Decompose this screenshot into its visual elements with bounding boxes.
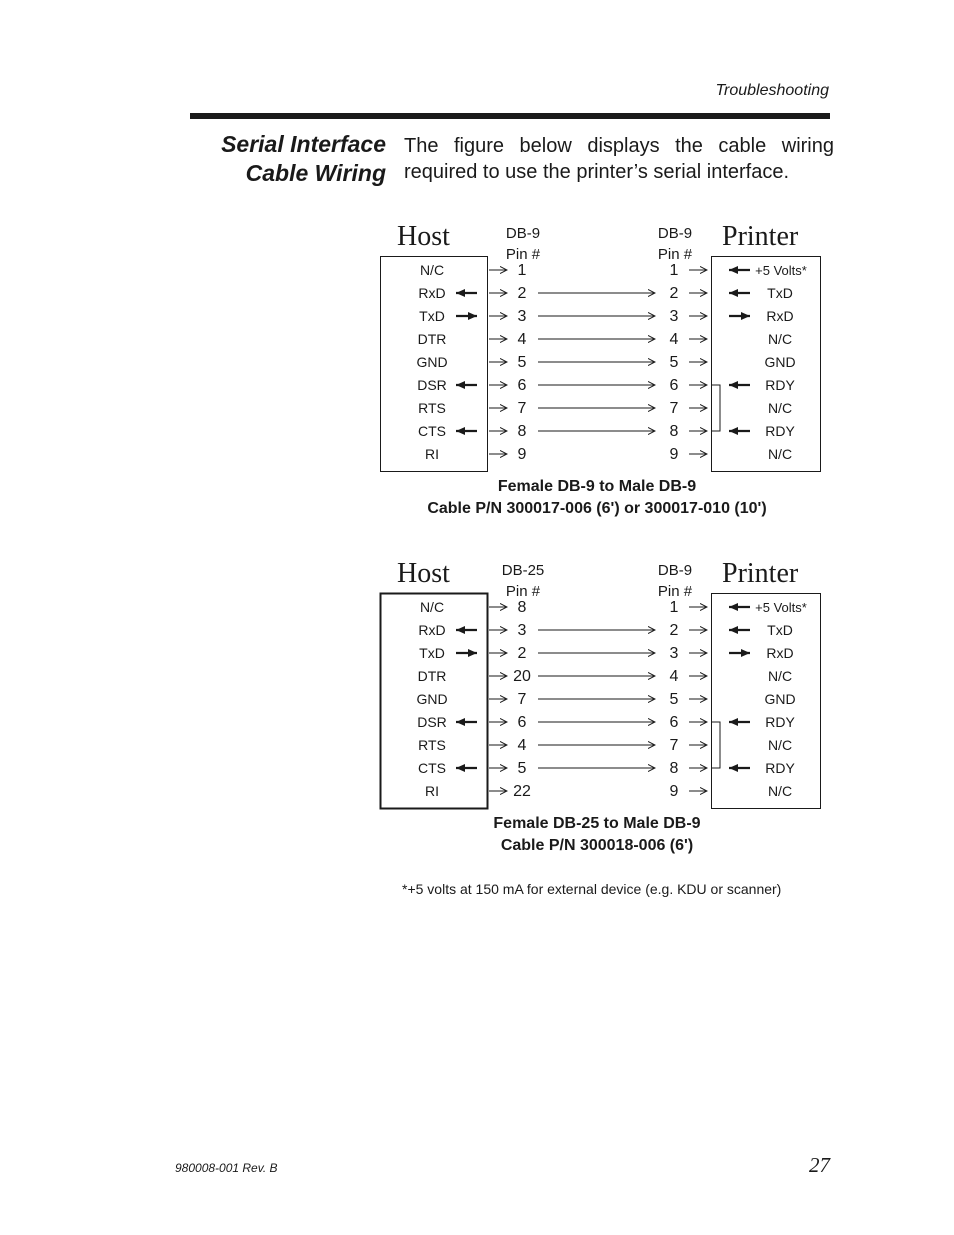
diagram-2-printer-signal: RDY — [765, 760, 795, 776]
diagram-1-host-title: Host — [397, 221, 450, 252]
diagram-2-host-signal: CTS — [418, 760, 446, 776]
diagram-2-printer-pin-number: 5 — [669, 691, 679, 708]
diagram-2-host-signal: DTR — [417, 668, 447, 684]
diagram-1-host-signal: DSR — [417, 377, 447, 393]
running-header: Troubleshooting — [715, 82, 829, 99]
diagram-2-host-pin-number: 6 — [517, 714, 527, 731]
diagram-2-host-signal: GND — [416, 691, 448, 707]
footnote: *+5 volts at 150 mA for external device (e.g. KDU or scanner) — [402, 881, 782, 897]
document-number: 980008-001 Rev. B — [175, 1161, 278, 1175]
diagram-1-caption-line-2: Cable P/N 300017-006 (6') or 300017-010 (10') — [427, 500, 767, 517]
diagram-2-host-signal: RI — [425, 783, 439, 799]
diagram-1-host-pin-number: 8 — [517, 423, 527, 440]
diagram-1-printer-pin-number: 2 — [669, 285, 679, 302]
diagram-2-host-pin-number: 5 — [517, 760, 527, 777]
diagram-2-host-pin-number: 3 — [517, 622, 527, 639]
diagram-2-printer-title: Printer — [722, 558, 799, 589]
diagram-2-host-title: Host — [397, 558, 450, 589]
diagram-2-printer-pin-number: 4 — [669, 668, 679, 685]
diagram-2-host-signal: TxD — [419, 645, 445, 661]
diagram-1-printer-pin-number: 8 — [669, 423, 679, 440]
diagram-2-host-pin-number: 2 — [517, 645, 527, 662]
diagram-1-host-connector-label: DB-9 — [505, 225, 541, 242]
diagram-1-printer-signal: N/C — [767, 446, 793, 462]
diagram-1-printer-jumper — [712, 385, 720, 431]
diagram-2-printer-jumper — [712, 722, 720, 768]
diagram-1-host-signal: GND — [416, 354, 448, 370]
diagram-1-printer-signal: RDY — [765, 377, 795, 393]
diagram-2-host-pin-header: Pin # — [505, 583, 541, 600]
diagram-2-printer-signal: GND — [764, 691, 796, 707]
diagram-1-printer-signal: GND — [764, 354, 796, 370]
diagram-1-printer-signal: +5 Volts* — [755, 263, 807, 278]
page-number: 27 — [809, 1153, 830, 1177]
diagram-2-printer-pin-number: 3 — [669, 645, 679, 662]
diagram-1-host-pin-number: 4 — [517, 331, 527, 348]
diagram-1-host-signal: RI — [425, 446, 439, 462]
diagram-2-printer-signal: N/C — [767, 668, 793, 684]
diagram-2-host-signal: N/C — [419, 599, 445, 615]
diagram-2-host-pin-number: 20 — [513, 668, 531, 685]
diagram-1-host-pin-header: Pin # — [505, 246, 541, 263]
diagram-1-host-signal: RTS — [418, 400, 446, 416]
diagram-1-printer-pin-number: 7 — [669, 400, 679, 417]
diagram-2-host-pin-number: 4 — [517, 737, 527, 754]
diagram-2-printer-signal: TxD — [767, 622, 793, 638]
diagram-1-printer-pin-number: 1 — [669, 262, 679, 279]
diagram-1-host-signal: DTR — [417, 331, 447, 347]
diagram-1-printer-signal: RDY — [765, 423, 795, 439]
diagram-1-host-signal: TxD — [419, 308, 445, 324]
diagram-2-printer-signal: N/C — [767, 783, 793, 799]
diagram-1-host-signal: CTS — [418, 423, 446, 439]
diagram-1-printer-pin-header: Pin # — [657, 246, 693, 263]
diagram-1-printer-signal: TxD — [767, 285, 793, 301]
diagram-1-printer-connector-label: DB-9 — [657, 225, 693, 242]
diagram-2-printer-pin-number: 1 — [669, 599, 679, 616]
diagram-2-host-connector-label: DB-25 — [501, 562, 545, 579]
diagram-2-printer-signal: N/C — [767, 737, 793, 753]
section-title-line-1: Serial Interface — [221, 131, 386, 157]
diagram-2-caption-line-1: Female DB-25 to Male DB-9 — [493, 815, 701, 832]
diagram-2-host-signal: RxD — [418, 622, 446, 638]
diagram-2-host-pin-number: 22 — [513, 783, 531, 800]
section-title-line-2: Cable Wiring — [245, 160, 386, 186]
diagram-1-host-pin-number: 1 — [517, 262, 527, 279]
diagram-2-printer-pin-number: 7 — [669, 737, 679, 754]
diagram-1-printer-pin-number: 9 — [669, 446, 679, 463]
diagram-2-printer-pin-number: 6 — [669, 714, 679, 731]
diagram-1-host-pin-number: 7 — [517, 400, 527, 417]
diagram-2-printer-pin-number: 8 — [669, 760, 679, 777]
diagram-1-printer-signal: N/C — [767, 400, 793, 416]
diagram-2-printer-signal: RDY — [765, 714, 795, 730]
diagram-2-printer-connector-label: DB-9 — [657, 562, 693, 579]
diagram-2-host-pin-number: 7 — [517, 691, 527, 708]
diagram-1-host-pin-number: 2 — [517, 285, 527, 302]
diagram-1-printer-pin-number: 6 — [669, 377, 679, 394]
diagram-1-host-pin-number: 9 — [517, 446, 527, 463]
diagram-1-printer-pin-number: 5 — [669, 354, 679, 371]
diagram-2-host-signal: RTS — [418, 737, 446, 753]
diagram-1-host-signal: RxD — [418, 285, 446, 301]
diagram-1-host-pin-number: 3 — [517, 308, 527, 325]
diagram-2-caption-line-2: Cable P/N 300018-006 (6') — [500, 837, 694, 854]
diagram-2-printer-pin-number: 9 — [669, 783, 679, 800]
diagram-1-host-pin-number: 5 — [517, 354, 527, 371]
diagram-2-printer-pin-number: 2 — [669, 622, 679, 639]
diagram-1-caption-line-1: Female DB-9 to Male DB-9 — [497, 478, 697, 495]
diagram-1-printer-pin-number: 3 — [669, 308, 679, 325]
diagram-1-printer-title: Printer — [722, 221, 799, 252]
diagram-2-host-signal: DSR — [417, 714, 447, 730]
diagram-1-host-pin-number: 6 — [517, 377, 527, 394]
diagram-1-printer-signal: N/C — [767, 331, 793, 347]
diagram-1-host-signal: N/C — [419, 262, 445, 278]
diagram-2-printer-signal: RxD — [766, 645, 794, 661]
diagram-2-printer-pin-header: Pin # — [657, 583, 693, 600]
diagram-1-printer-pin-number: 4 — [669, 331, 679, 348]
diagram-2-printer-signal: +5 Volts* — [755, 600, 807, 615]
diagram-1-printer-signal: RxD — [766, 308, 794, 324]
intro-paragraph: The figure below displays the cable wiring required to use the printer’s serial interface. — [404, 135, 834, 183]
diagram-2-host-pin-number: 8 — [517, 599, 527, 616]
